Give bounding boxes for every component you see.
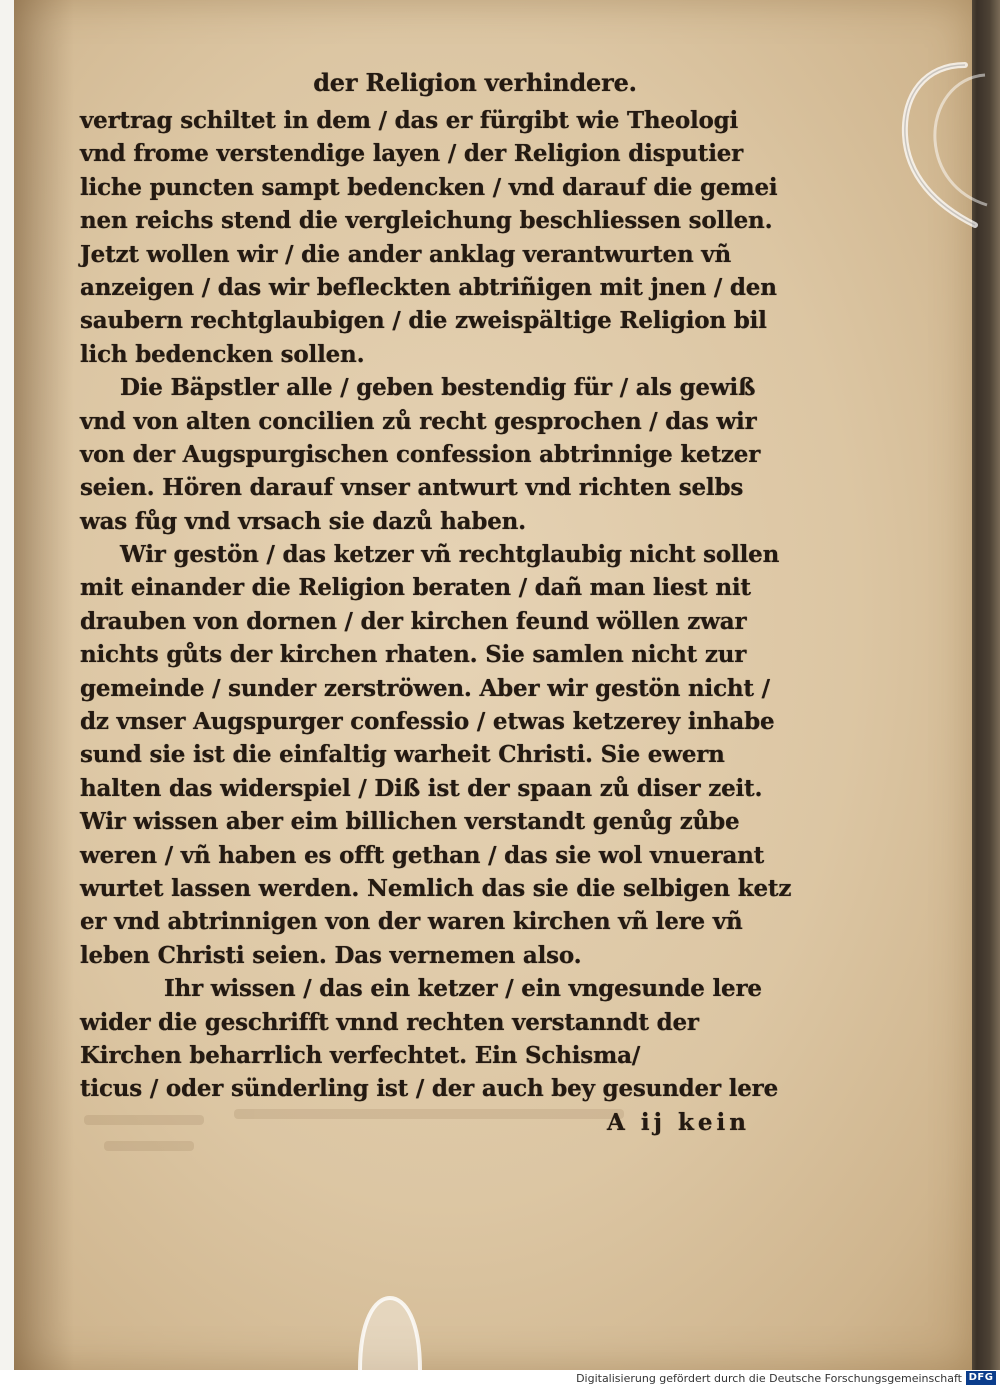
text-line: Ihr wissen / das ein ketzer / ein vngesunde lere (164, 975, 762, 1003)
text-line: er vnd abtrinnigen von der waren kirchen vñ lere vñ (80, 908, 743, 936)
text-line: ticus / oder sünderling ist / der auch bey gesunder lere (80, 1075, 779, 1103)
dfg-logo: DFG (966, 1371, 996, 1385)
funding-credit: Digitalisierung gefördert durch die Deutsche Forschungsgemeinschaft (576, 1372, 962, 1385)
text-line: Die Bäpstler alle / geben bestendig für / als gewiß (120, 374, 756, 402)
text-line: liche puncten sampt bedencken / vnd darauf die gemei (80, 173, 778, 201)
text-line: Wir wissen aber eim billichen verstandt genůg zůbe (80, 808, 740, 836)
text-line: wider die geschrifft vnnd rechten verstanndt der (80, 1008, 699, 1036)
text-line: gemeinde / sunder zerströwen. Aber wir gestön nicht / (80, 674, 770, 702)
text-line: halten das widerspiel / Diß ist der spaan zů diser zeit. (80, 774, 763, 802)
text-line: dz vnser Augspurger confessio / etwas ketzerey inhabe (80, 708, 775, 736)
text-line: Kirchen beharrlich verfechtet. Ein Schisma/ (80, 1041, 641, 1069)
binding-shadow (14, 0, 74, 1370)
text-line: saubern rechtglaubigen / die zweispältige Religion bil (80, 307, 767, 335)
text-line: Wir gestön / das ketzer vñ rechtglaubig nicht sollen (120, 541, 780, 569)
footer-bar (0, 1370, 1000, 1387)
text-line: sund sie ist die einfaltig warheit Christi. Sie ewern (80, 741, 725, 769)
running-head: der Religion verhindere. (313, 68, 637, 97)
text-line: vnd frome verstendige layen / der Religion disputier (80, 140, 744, 168)
book-page (14, 0, 972, 1370)
text-line: leben Christi seien. Das vernemen also. (80, 941, 582, 969)
catchword-line: A ij kein (607, 1108, 750, 1136)
text-line: was fůg vnd vrsach sie dazů haben. (80, 507, 526, 535)
text-line: wurtet lassen werden. Nemlich das sie die selbigen ketz (80, 874, 792, 902)
text-line: vertrag schiltet in dem / das er fürgibt wie Theologi (80, 107, 739, 134)
text-line: lich bedencken sollen. (80, 340, 365, 368)
text-line: von der Augspurgischen confession abtrinnige ketzer (80, 440, 761, 468)
page-clip-bottom-icon (355, 1290, 425, 1370)
page-text-block (80, 62, 790, 1139)
text-line: Jetzt wollen wir / die ander anklag verantwurten vñ (80, 240, 731, 268)
text-line: nichts gůts der kirchen rhaten. Sie samlen nicht zur (80, 641, 747, 669)
page-clip-icon (895, 55, 990, 235)
text-line: mit einander die Religion beraten / dañ man liest nit (80, 574, 751, 602)
text-line: anzeigen / das wir befleckten abtriñigen mit jnen / den (80, 273, 777, 301)
text-line: drauben von dornen / der kirchen feund wöllen zwar (80, 607, 747, 635)
text-line: nen reichs stend die vergleichung beschliessen sollen. (80, 207, 773, 235)
text-line: weren / vñ haben es offt gethan / das sie wol vnuerant (80, 841, 765, 869)
text-line: vnd von alten concilien zů recht gesprochen / das wir (80, 407, 757, 435)
text-line: seien. Hören darauf vnser antwurt vnd richten selbs (80, 474, 744, 502)
